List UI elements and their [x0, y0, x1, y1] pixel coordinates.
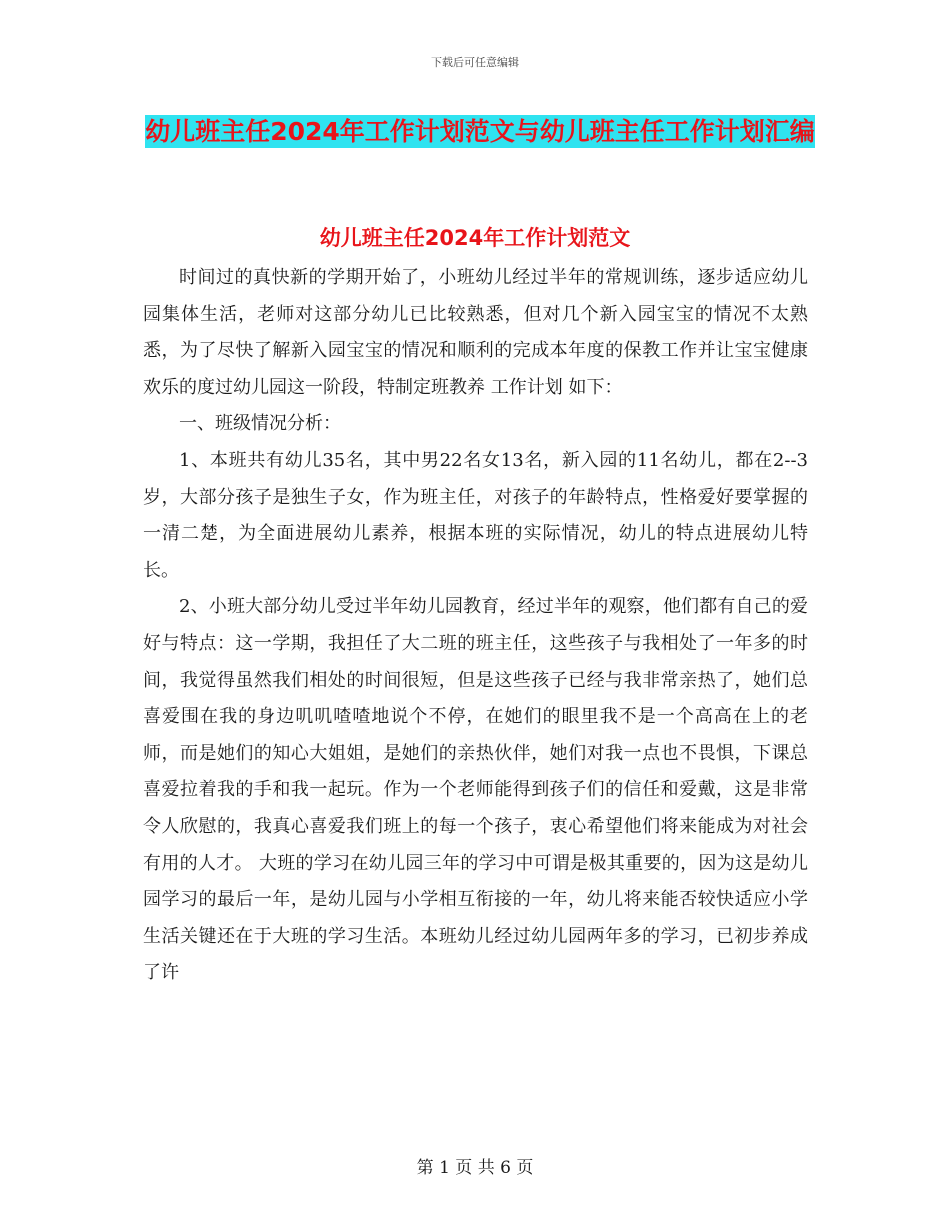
header-note: 下载后可任意编辑: [431, 56, 519, 69]
section-title: 幼儿班主任2024年工作计划范文: [319, 226, 631, 250]
document-body: [143, 260, 808, 992]
document-title: [140, 110, 820, 154]
paragraph-item-2: 2、小班大部分幼儿受过半年幼儿园教育，经过半年的观察，他们都有自己的爱好与特点：这一学期，我担任了大二班的班主任，这些孩子与我相处了一年多的时间，我觉得虽然我们相处的时间很短，但是这些孩子已经与我非常亲热了，她们总喜爱围在我的身边叽叽喳喳地说个不停，在她们的眼里我不是一个高高在上的老师，而是她们的知心大姐姐，是她们的亲热伙伴，她们对我一点也不畏惧，下课总喜爱拉着我的手和我一起玩。作为一个老师能得到孩子们的信任和爱戴，这是非常令人欣慰的，我真心喜爱我们班上的每一个孩子，衷心希望他们将来能成为对社会有用的人才。 大班的学习在幼儿园三年的学习中可谓是极其重要的，因为这是幼儿园学习的最后一年，是幼儿园与小学相互衔接的一年，幼儿将来能否较快适应小学生活关键还在于大班的学习生活。本班幼儿经过幼儿园两年多的学习，已初步养成了许: [143, 596, 808, 984]
document-title-text: 幼儿班主任2024年工作计划范文与幼儿班主任工作计划汇编: [145, 117, 815, 146]
paragraph-item-1: 1、本班共有幼儿35名，其中男22名女13名，新入园的11名幼儿，都在2--3岁，大部分孩子是独生子女，作为班主任，对孩子的年龄特点，性格爱好要掌握的一清二楚，为全面进展幼儿素养，根据本班的实际情况，幼儿的特点进展幼儿特长。: [143, 449, 808, 581]
page-number-footer: 第 1 页 共 6 页: [416, 1158, 534, 1178]
paragraph-heading-class-analysis: 一、班级情况分析：: [179, 413, 341, 435]
paragraph-intro: 时间过的真快新的学期开始了，小班幼儿经过半年的常规训练，逐步适应幼儿园集体生活，老师对这部分幼儿已比较熟悉，但对几个新入园宝宝的情况不太熟悉，为了尽快了解新入园宝宝的情况和顺利的完成本年度的保教工作并让宝宝健康欢乐的度过幼儿园这一阶段，特制定班教养 工作计划 如下：: [143, 267, 808, 398]
